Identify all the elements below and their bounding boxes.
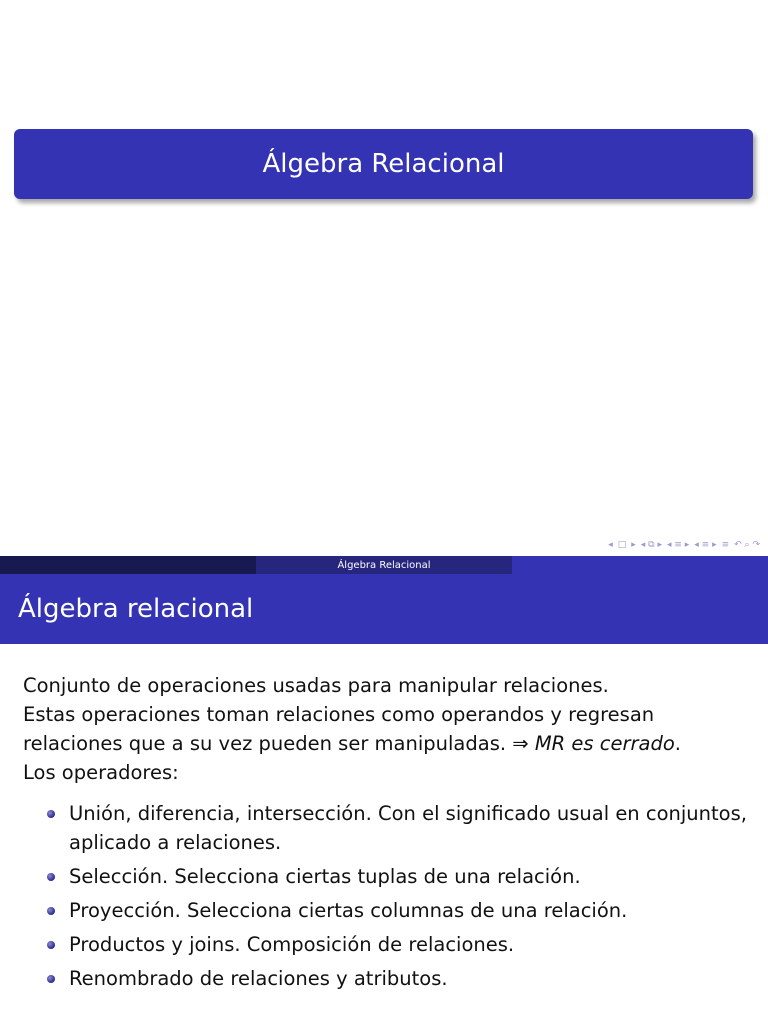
title-box	[14, 129, 753, 199]
nav-next-icon[interactable]: ▸	[631, 540, 636, 550]
nav-subsection-list-icon[interactable]: ◂ ≡ ▸	[694, 540, 717, 550]
closed-statement: MR es cerrado	[534, 732, 675, 755]
bullet-icon	[47, 907, 55, 915]
bullet-icon	[47, 941, 55, 949]
intro-line-2	[23, 700, 753, 758]
list-item-text: Proyección. Selecciona ciertas columnas de una relación.	[69, 899, 628, 922]
list-item-text: Productos y joins. Composición de relaciones.	[69, 933, 515, 956]
list-item	[23, 964, 753, 993]
headline-title: Álgebra Relacional	[256, 556, 512, 574]
list-item	[23, 862, 753, 891]
headline-bar	[0, 556, 768, 574]
frame-title: Álgebra relacional	[0, 574, 768, 644]
bullet-icon	[47, 873, 55, 881]
intro-line-2-text: Estas operaciones toman relaciones como operandos y regresan relaciones que a su vez pueden ser manipuladas.	[23, 703, 655, 755]
list-item	[23, 896, 753, 925]
bullet-icon	[47, 975, 55, 983]
list-item	[23, 930, 753, 959]
list-item-text: Selección. Selecciona ciertas tuplas de una relación.	[69, 865, 581, 888]
nav-frame-icon[interactable]: □	[617, 540, 627, 550]
closed-period: .	[674, 732, 681, 755]
nav-subsection-icon[interactable]: ◂ ⧉ ▸	[640, 540, 662, 550]
nav-toc-icon[interactable]: ≡	[721, 540, 730, 550]
nav-prev-icon[interactable]: ◂	[608, 540, 613, 550]
headline-right	[512, 556, 768, 574]
list-item-text: Unión, diferencia, intersección. Con el significado usual en conjuntos, aplicado a relaciones.	[69, 802, 747, 854]
headline-left	[0, 556, 256, 574]
slide-2	[0, 556, 768, 1024]
operator-list	[23, 799, 753, 993]
list-item-text: Renombrado de relaciones y atributos.	[69, 967, 448, 990]
intro-line-1: Conjunto de operaciones usadas para manipular relaciones.	[23, 674, 609, 697]
nav-section-icon[interactable]: ◂ ≡ ▸	[666, 540, 690, 550]
nav-search-icon[interactable]: ↶ ⌕ ↷	[734, 540, 760, 550]
implies-symbol: ⇒	[512, 732, 529, 755]
list-item	[23, 799, 753, 857]
operators-label: Los operadores:	[23, 761, 179, 784]
slide-body	[23, 671, 753, 998]
beamer-navigation-bar	[608, 537, 760, 553]
bullet-icon	[47, 810, 55, 818]
slide-title: Álgebra Relacional	[262, 149, 505, 179]
